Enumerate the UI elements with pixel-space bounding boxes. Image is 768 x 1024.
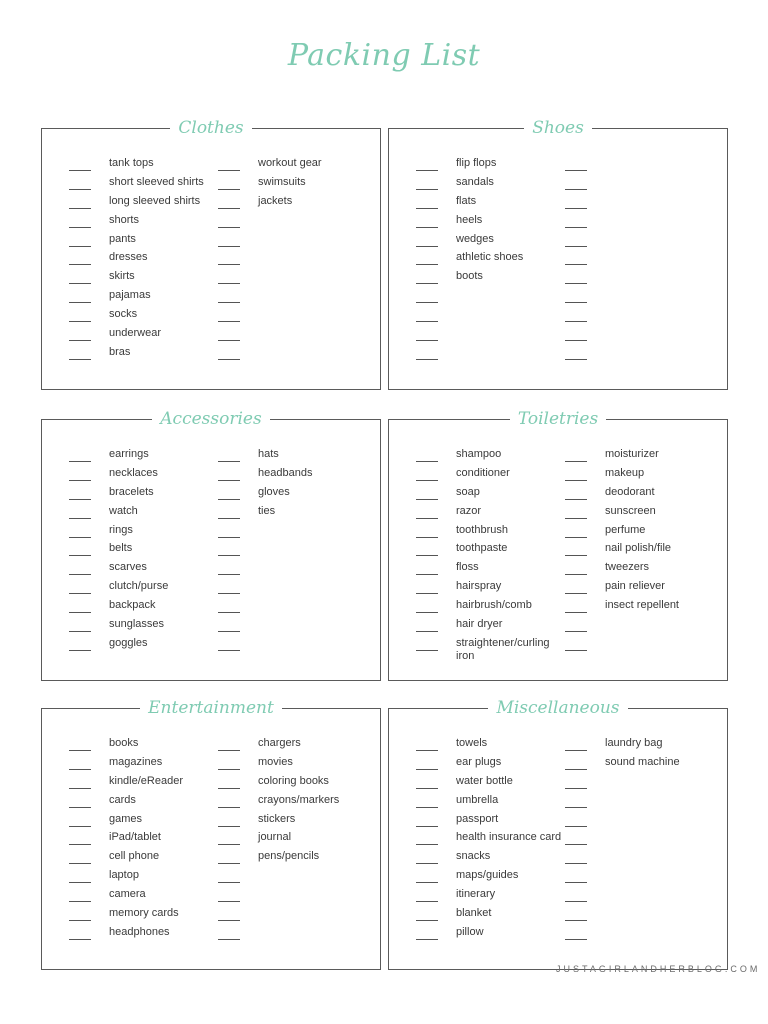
- check-blank-line[interactable]: [69, 901, 91, 902]
- check-blank-line[interactable]: [416, 302, 438, 303]
- check-blank-line[interactable]: [565, 359, 587, 360]
- checklist-item-label: books: [109, 737, 139, 749]
- check-blank-line[interactable]: [218, 340, 240, 341]
- check-blank-line[interactable]: [69, 461, 91, 462]
- check-blank-line[interactable]: [416, 807, 438, 808]
- check-blank-line[interactable]: [416, 882, 438, 883]
- check-blank-line[interactable]: [69, 612, 91, 613]
- check-blank-line[interactable]: [416, 593, 438, 594]
- check-blank-line[interactable]: [565, 788, 587, 789]
- check-blank-line[interactable]: [218, 321, 240, 322]
- section-title-clothes: Clothes: [170, 116, 251, 140]
- checklist-item-label: soap: [456, 485, 480, 498]
- check-blank-line[interactable]: [565, 555, 587, 556]
- check-blank-line[interactable]: [565, 537, 587, 538]
- check-blank-line[interactable]: [416, 518, 438, 519]
- checklist-item-label: crayons/markers: [258, 793, 340, 806]
- check-blank-line[interactable]: [218, 480, 240, 481]
- check-blank-line[interactable]: [218, 227, 240, 228]
- checklist-item-label: jackets: [258, 194, 293, 207]
- checklist-item-label: dresses: [109, 251, 148, 264]
- section-title-toiletries: Toiletries: [510, 407, 606, 431]
- checklist-item-label: clutch/purse: [109, 580, 169, 593]
- check-blank-line[interactable]: [416, 227, 438, 228]
- page-title: Packing List: [287, 38, 481, 73]
- checklist-item-label: heels: [456, 213, 483, 226]
- check-blank-line[interactable]: [565, 574, 587, 575]
- checklist-item-label: deodorant: [605, 485, 655, 498]
- checklist-item-label: hairbrush/comb: [456, 599, 532, 612]
- checklist-item-label: rings: [109, 523, 133, 536]
- check-blank-line[interactable]: [218, 518, 240, 519]
- checklist-item-label: athletic shoes: [456, 251, 524, 264]
- check-blank-line[interactable]: [69, 283, 91, 284]
- checklist-item-label: games: [109, 812, 143, 825]
- checklist-item-label: underwear: [109, 327, 161, 340]
- checklist-item-label: pants: [109, 232, 136, 245]
- section-shoes: [388, 118, 728, 390]
- check-blank-line[interactable]: [69, 882, 91, 883]
- section-title-miscellaneous: Miscellaneous: [488, 696, 627, 720]
- check-blank-line[interactable]: [218, 650, 240, 651]
- checklist-item-label: watch: [109, 504, 138, 517]
- check-blank-line[interactable]: [69, 302, 91, 303]
- checklist-item-label: earrings: [109, 448, 149, 460]
- checklist-item-label: scarves: [109, 561, 147, 574]
- checklist-item-label: flip flops: [456, 157, 497, 169]
- checklist-item-label: gloves: [258, 485, 290, 498]
- checklist-item-label: socks: [109, 308, 138, 321]
- check-blank-line[interactable]: [218, 863, 240, 864]
- checklist-item-label: toothbrush: [456, 523, 508, 536]
- checklist-item-label: razor: [456, 504, 482, 517]
- check-blank-line[interactable]: [218, 302, 240, 303]
- checklist-item-label: sunscreen: [605, 504, 656, 517]
- checklist-item-label: bras: [109, 345, 131, 358]
- check-blank-line[interactable]: [416, 788, 438, 789]
- checklist-item-label: makeup: [605, 466, 645, 479]
- check-blank-line[interactable]: [416, 826, 438, 827]
- section-title-shoes: Shoes: [524, 116, 592, 140]
- check-blank-line[interactable]: [416, 208, 438, 209]
- check-blank-line[interactable]: [69, 321, 91, 322]
- checklist-item-label: hats: [258, 448, 279, 460]
- checklist-item-label: floss: [456, 561, 479, 574]
- checklist-item-label: ear plugs: [456, 755, 502, 768]
- check-blank-line[interactable]: [416, 264, 438, 265]
- checklist-item-label: swimsuits: [258, 175, 306, 188]
- check-blank-line[interactable]: [565, 769, 587, 770]
- check-blank-line[interactable]: [69, 650, 91, 651]
- section-accessories: [41, 409, 381, 681]
- check-blank-line[interactable]: [565, 340, 587, 341]
- check-blank-line[interactable]: [565, 863, 587, 864]
- check-blank-line[interactable]: [416, 170, 438, 171]
- footer-url: JUSTAGIRLANDHERBLOG.COM: [556, 964, 761, 974]
- checklist-item-label: conditioner: [456, 466, 510, 479]
- check-blank-line[interactable]: [69, 555, 91, 556]
- check-blank-line[interactable]: [218, 631, 240, 632]
- check-blank-line[interactable]: [416, 537, 438, 538]
- check-blank-line[interactable]: [565, 901, 587, 902]
- check-blank-line[interactable]: [218, 612, 240, 613]
- check-blank-line[interactable]: [218, 537, 240, 538]
- check-blank-line[interactable]: [416, 246, 438, 247]
- section-toiletries: [388, 409, 728, 681]
- check-blank-line[interactable]: [69, 631, 91, 632]
- check-blank-line[interactable]: [218, 189, 240, 190]
- check-blank-line[interactable]: [416, 283, 438, 284]
- check-blank-line[interactable]: [416, 359, 438, 360]
- checklist-item-label: itinerary: [456, 888, 496, 901]
- check-blank-line[interactable]: [218, 246, 240, 247]
- checklist-item-label: backpack: [109, 599, 156, 612]
- section-miscellaneous: [388, 698, 728, 970]
- checklist-item-label: camera: [109, 888, 146, 901]
- check-blank-line[interactable]: [416, 612, 438, 613]
- check-blank-line[interactable]: [218, 769, 240, 770]
- checklist-item-label: water bottle: [456, 774, 513, 787]
- check-blank-line[interactable]: [69, 227, 91, 228]
- check-blank-line[interactable]: [69, 208, 91, 209]
- checklist-item-label: sandals: [456, 175, 494, 188]
- check-blank-line[interactable]: [218, 283, 240, 284]
- checklist-item-label: chargers: [258, 737, 301, 749]
- check-blank-line[interactable]: [69, 340, 91, 341]
- checklist-item-label: laundry bag: [605, 737, 663, 749]
- checklist-item-label: pain reliever: [605, 580, 665, 593]
- check-blank-line[interactable]: [565, 264, 587, 265]
- checklist-item-label: memory cards: [109, 907, 179, 920]
- check-blank-line[interactable]: [565, 518, 587, 519]
- check-blank-line[interactable]: [218, 555, 240, 556]
- check-blank-line[interactable]: [69, 537, 91, 538]
- checklist-item-label: maps/guides: [456, 869, 519, 882]
- checklist-item-label: toothpaste: [456, 542, 508, 555]
- checklist-item-label: shampoo: [456, 448, 502, 460]
- check-blank-line[interactable]: [69, 863, 91, 864]
- check-blank-line[interactable]: [565, 227, 587, 228]
- check-blank-line[interactable]: [565, 246, 587, 247]
- check-blank-line[interactable]: [218, 901, 240, 902]
- checklist-item-label: hair dryer: [456, 618, 503, 631]
- check-blank-line[interactable]: [565, 593, 587, 594]
- checklist-item-label: hairspray: [456, 580, 502, 593]
- check-blank-line[interactable]: [416, 863, 438, 864]
- checklist-item-label: coloring books: [258, 774, 329, 787]
- check-blank-line[interactable]: [416, 461, 438, 462]
- check-blank-line[interactable]: [218, 499, 240, 500]
- checklist-item-label: nail polish/file: [605, 542, 672, 555]
- section-entertainment: [41, 698, 381, 970]
- checklist-item-label: iPad/tablet: [109, 831, 161, 844]
- check-blank-line[interactable]: [565, 208, 587, 209]
- check-blank-line[interactable]: [218, 807, 240, 808]
- check-blank-line[interactable]: [69, 499, 91, 500]
- check-blank-line[interactable]: [218, 359, 240, 360]
- checklist-item-label: journal: [258, 831, 292, 844]
- check-blank-line[interactable]: [69, 769, 91, 770]
- check-blank-line[interactable]: [565, 650, 587, 651]
- check-blank-line[interactable]: [416, 920, 438, 921]
- check-blank-line[interactable]: [69, 246, 91, 247]
- checklist-item-label: passport: [456, 812, 499, 825]
- checklist-item-label: shorts: [109, 213, 139, 226]
- section-title-accessories: Accessories: [152, 407, 269, 431]
- check-blank-line[interactable]: [69, 593, 91, 594]
- checklist-item-label: headphones: [109, 925, 170, 938]
- check-blank-line[interactable]: [565, 882, 587, 883]
- check-blank-line[interactable]: [69, 480, 91, 481]
- checklist-item-label: straightener/curling iron: [456, 636, 550, 662]
- check-blank-line[interactable]: [69, 920, 91, 921]
- checklist-item-label: cell phone: [109, 850, 160, 863]
- check-blank-line[interactable]: [218, 750, 240, 751]
- check-blank-line[interactable]: [218, 920, 240, 921]
- check-blank-line[interactable]: [565, 189, 587, 190]
- checklist-item-label: pens/pencils: [258, 850, 320, 863]
- check-blank-line[interactable]: [218, 788, 240, 789]
- checklist-item-label: blanket: [456, 907, 492, 920]
- checklist-item-label: moisturizer: [605, 448, 659, 460]
- checklist-item-label: belts: [109, 542, 133, 555]
- check-blank-line[interactable]: [69, 264, 91, 265]
- check-blank-line[interactable]: [218, 939, 240, 940]
- check-blank-line[interactable]: [416, 901, 438, 902]
- check-blank-line[interactable]: [416, 750, 438, 751]
- check-blank-line[interactable]: [565, 480, 587, 481]
- check-blank-line[interactable]: [565, 321, 587, 322]
- checklist-item-label: bracelets: [109, 485, 154, 498]
- check-blank-line[interactable]: [416, 480, 438, 481]
- check-blank-line[interactable]: [416, 189, 438, 190]
- check-blank-line[interactable]: [565, 302, 587, 303]
- check-blank-line[interactable]: [565, 461, 587, 462]
- check-blank-line[interactable]: [416, 555, 438, 556]
- check-blank-line[interactable]: [416, 631, 438, 632]
- checklist-item-label: skirts: [109, 270, 135, 283]
- check-blank-line[interactable]: [69, 574, 91, 575]
- check-blank-line[interactable]: [416, 939, 438, 940]
- checklist-item-label: headbands: [258, 466, 313, 479]
- checklist-item-label: goggles: [109, 636, 148, 649]
- checklist-item-label: boots: [456, 270, 483, 283]
- check-blank-line[interactable]: [218, 574, 240, 575]
- checklist-item-label: snacks: [456, 850, 491, 863]
- check-blank-line[interactable]: [69, 750, 91, 751]
- check-blank-line[interactable]: [565, 612, 587, 613]
- check-blank-line[interactable]: [218, 461, 240, 462]
- check-blank-line[interactable]: [69, 189, 91, 190]
- checklist-item-label: ties: [258, 504, 276, 517]
- checklist-item-label: towels: [456, 737, 488, 749]
- check-blank-line[interactable]: [69, 359, 91, 360]
- checklist-item-label: perfume: [605, 523, 646, 536]
- checklist-item-label: short sleeved shirts: [109, 175, 204, 188]
- checklist-item-label: sound machine: [605, 755, 680, 768]
- check-blank-line[interactable]: [218, 882, 240, 883]
- check-blank-line[interactable]: [416, 769, 438, 770]
- check-blank-line[interactable]: [565, 499, 587, 500]
- check-blank-line[interactable]: [69, 788, 91, 789]
- check-blank-line[interactable]: [218, 826, 240, 827]
- checklist-item-label: pajamas: [109, 289, 151, 302]
- check-blank-line[interactable]: [565, 826, 587, 827]
- check-blank-line[interactable]: [69, 844, 91, 845]
- checklist-item-label: cards: [109, 793, 136, 806]
- checklist-item-label: stickers: [258, 812, 296, 825]
- checklist-item-label: pillow: [456, 925, 484, 938]
- checklist-item-label: insect repellent: [605, 599, 679, 612]
- check-blank-line[interactable]: [565, 807, 587, 808]
- check-blank-line[interactable]: [416, 321, 438, 322]
- checklist-item-label: umbrella: [456, 793, 499, 806]
- checklist-item-label: laptop: [109, 869, 139, 882]
- checklist-item-label: wedges: [456, 232, 494, 245]
- check-blank-line[interactable]: [416, 340, 438, 341]
- check-blank-line[interactable]: [218, 844, 240, 845]
- checklist-item-label: magazines: [109, 755, 163, 768]
- checklist-item-label: flats: [456, 194, 477, 207]
- checklist-item-label: necklaces: [109, 466, 158, 479]
- check-blank-line[interactable]: [416, 844, 438, 845]
- checklist-item-label: sunglasses: [109, 618, 165, 631]
- checklist-item-label: tweezers: [605, 561, 650, 574]
- check-blank-line[interactable]: [69, 170, 91, 171]
- check-blank-line[interactable]: [218, 264, 240, 265]
- check-blank-line[interactable]: [218, 208, 240, 209]
- check-blank-line[interactable]: [69, 939, 91, 940]
- check-blank-line[interactable]: [416, 574, 438, 575]
- check-blank-line[interactable]: [218, 593, 240, 594]
- checklist-item-label: long sleeved shirts: [109, 194, 201, 207]
- check-blank-line[interactable]: [416, 499, 438, 500]
- check-blank-line[interactable]: [416, 650, 438, 651]
- checklist-item-label: kindle/eReader: [109, 774, 183, 787]
- section-title-entertainment: Entertainment: [140, 696, 282, 720]
- check-blank-line[interactable]: [565, 631, 587, 632]
- check-blank-line[interactable]: [69, 826, 91, 827]
- checklist-item-label: workout gear: [258, 157, 322, 169]
- check-blank-line[interactable]: [69, 807, 91, 808]
- check-blank-line[interactable]: [565, 283, 587, 284]
- check-blank-line[interactable]: [218, 170, 240, 171]
- section-clothes: [41, 118, 381, 390]
- check-blank-line[interactable]: [565, 939, 587, 940]
- checklist-item-label: health insurance card: [456, 831, 562, 844]
- check-blank-line[interactable]: [565, 920, 587, 921]
- checklist-item-label: tank tops: [109, 157, 154, 169]
- check-blank-line[interactable]: [565, 844, 587, 845]
- checklist-item-label: movies: [258, 755, 293, 768]
- check-blank-line[interactable]: [565, 170, 587, 171]
- check-blank-line[interactable]: [69, 518, 91, 519]
- check-blank-line[interactable]: [565, 750, 587, 751]
